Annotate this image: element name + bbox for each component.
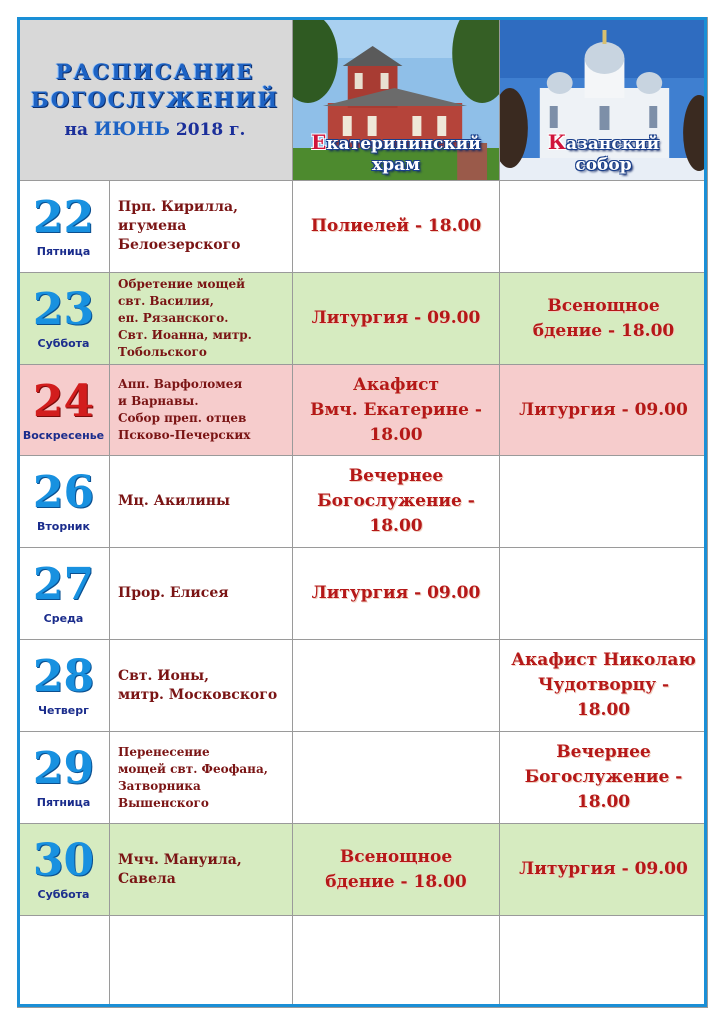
service-line: 18.00 [576, 700, 631, 720]
service-line: Всенощное [339, 846, 453, 867]
service-line: Литургия - 09.00 [311, 583, 481, 603]
saint-line: Мчч. Мануила, [118, 851, 242, 868]
saint-line: Мц. Акилины [118, 493, 231, 509]
saint-line: игумена [118, 218, 187, 234]
day-number: 23 [32, 284, 95, 335]
service-line: Богослужение - [317, 491, 475, 511]
day-number: 28 [32, 651, 95, 702]
saint-line: Свт. Иоанна, митр. [118, 328, 252, 342]
weekday-label: Вторник [37, 520, 90, 533]
subtitle-month: ИЮНЬ [93, 118, 170, 140]
service-line: 18.00 [576, 792, 631, 812]
page-title-line1: РАСПИСАНИЕ [55, 59, 255, 84]
service-line: бдение - 18.00 [532, 320, 675, 341]
service-line: Чудотворцу - [537, 675, 670, 695]
saint-line: еп. Рязанского. [118, 311, 229, 325]
saint-line: Затворника [118, 778, 201, 793]
service-line: Богослужение - [524, 767, 683, 787]
day-number: 22 [32, 192, 95, 243]
service-line: Полиелей - 18.00 [310, 216, 482, 236]
weekday-label: Пятница [36, 245, 91, 258]
saint-line: митр. Московского [118, 686, 278, 703]
saint-line: Псково-Печерских [118, 428, 251, 442]
service-line: бдение - 18.00 [325, 871, 467, 892]
service-line: Вечернее [556, 742, 651, 762]
service-line: Литургия - 09.00 [311, 308, 481, 328]
saint-line: Перенесение [118, 744, 210, 759]
day-number: 27 [32, 559, 95, 610]
weekday-label: Воскресенье [22, 428, 105, 442]
saint-line: мощей свт. Феофана, [118, 761, 268, 776]
service-line: Всенощное [547, 295, 660, 316]
service-line: Акафист Николаю [511, 650, 696, 670]
saint-line: Собор преп. отцев [118, 411, 247, 425]
day-number: 26 [32, 467, 95, 518]
saint-line: Апп. Варфоломея [118, 377, 243, 391]
church1-caption: Екатерининский храм [311, 130, 481, 175]
saint-line: Прп. Кирилла, [118, 199, 238, 215]
weekday-label: Среда [43, 612, 84, 625]
saint-line: Белоезерского [118, 237, 241, 253]
service-line: Литургия - 09.00 [519, 399, 688, 420]
subtitle-year: 2018 г. [175, 120, 246, 140]
page-border [17, 17, 707, 1007]
weekday-label: Пятница [36, 796, 91, 809]
saint-line: Савела [118, 870, 176, 887]
day-number: 24 [32, 375, 95, 427]
weekday-label: Суббота [37, 888, 90, 901]
service-line: Акафист [353, 374, 439, 395]
saint-line: свт. Василия, [118, 294, 214, 308]
day-number: 30 [32, 835, 95, 886]
weekday-label: Суббота [37, 337, 90, 350]
weekday-label: Четверг [38, 704, 89, 717]
day-number: 29 [32, 743, 95, 794]
saint-line: Вышенского [118, 795, 209, 810]
service-line: Вечернее [348, 466, 444, 486]
page-title-line2: БОГОСЛУЖЕНИЙ [30, 87, 280, 112]
subtitle-prefix: на [64, 120, 88, 140]
saint-line: Свт. Ионы, [118, 667, 210, 684]
service-line: 18.00 [369, 516, 423, 536]
service-line: 18.00 [369, 424, 423, 445]
service-line: Литургия - 09.00 [519, 859, 688, 879]
saint-line: Обретение мощей [118, 277, 245, 291]
saint-line: Прор. Елисея [118, 585, 229, 601]
church2-caption: Казанский собор [547, 130, 660, 175]
saint-line: и Варнавы. [118, 394, 199, 408]
service-line: Вмч. Екатерине - [310, 399, 482, 420]
saint-line: Тобольского [118, 345, 207, 359]
